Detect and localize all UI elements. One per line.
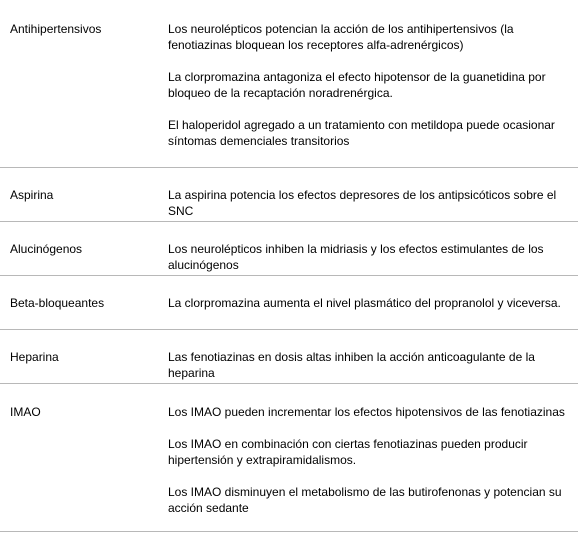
effect-text: La clorpromazina aumenta el nivel plasmático del propranolol y viceversa. — [168, 296, 561, 310]
table-row — [0, 276, 578, 330]
effect-text: Los IMAO en combinación con ciertas fenotiazinas pueden producir hipertensión y extrapiramidalismos. — [168, 437, 528, 467]
table-row — [0, 168, 578, 222]
effects-cell — [168, 241, 578, 275]
drug-name: Beta-bloqueantes — [10, 296, 105, 310]
drug-name: Alucinógenos — [10, 242, 83, 256]
table-row — [0, 222, 578, 276]
effects-cell — [168, 21, 578, 167]
table-row — [0, 384, 578, 532]
effect-text: Las fenotiazinas en dosis altas inhiben la acción anticoagulante de la heparina — [168, 350, 535, 380]
drug-name: Aspirina — [10, 188, 54, 202]
effect-text: Los neurolépticos potencian la acción de los antihipertensivos (la fenotiazinas bloquean los receptores alfa-adrenérgicos) — [168, 22, 514, 52]
drug-name: IMAO — [10, 405, 41, 419]
effect-text: La aspirina potencia los efectos depresores de los antipsicóticos sobre el SNC — [168, 188, 557, 218]
effect-text: Los IMAO pueden incrementar los efectos hipotensivos de las fenotiazinas — [168, 405, 565, 419]
effect-text: Los IMAO disminuyen el metabolismo de las butirofenonas y potencian su acción sedante — [168, 485, 562, 515]
effects-cell — [168, 404, 578, 531]
drug-name: Heparina — [10, 350, 59, 364]
drug-name: Antihipertensivos — [10, 22, 102, 36]
effects-cell — [168, 349, 578, 383]
table-row — [0, 0, 578, 168]
table-row — [0, 330, 578, 384]
effect-text: El haloperidol agregado a un tratamiento con metildopa puede ocasionar síntomas demenciales transitorios — [168, 118, 555, 148]
effects-cell — [168, 295, 578, 329]
effects-cell — [168, 187, 578, 221]
effect-text: Los neurolépticos inhiben la midriasis y los efectos estimulantes de los alucinógenos — [168, 242, 544, 272]
effect-text: La clorpromazina antagoniza el efecto hipotensor de la guanetidina por bloqueo de la recaptación noradrenérgica. — [168, 70, 546, 100]
